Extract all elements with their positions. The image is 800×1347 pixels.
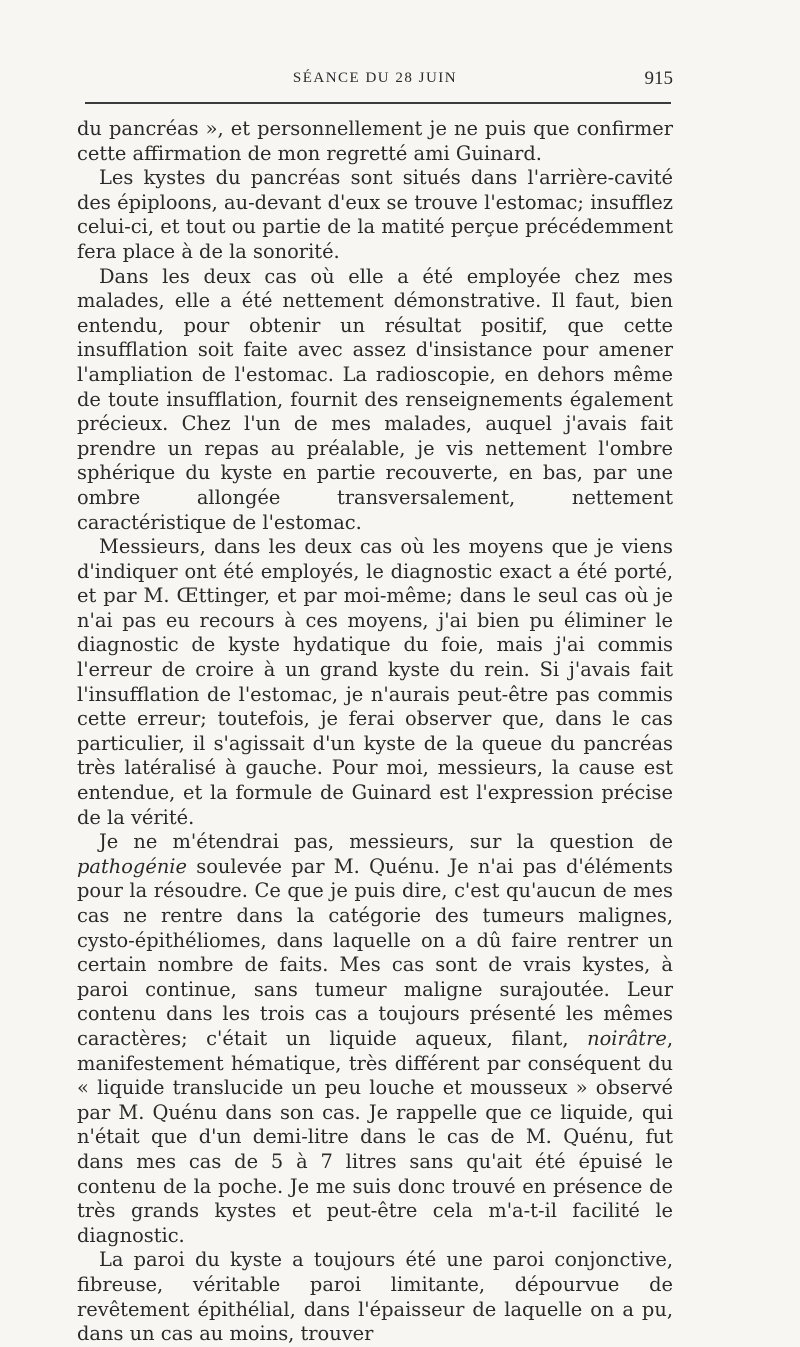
text-run: Messieurs, dans les deux cas où les moyens que je viens d'indiquer ont été employés, le diagnostic exact a été porté, et par M. Œttinger, et par moi-même; dans le seul cas où je n'ai pas eu recours à ces moyens, j'ai bien pu éliminer le diagnostic de kyste hydatique du foie, mais j'ai commis l'erreur de croire à un grand kyste du rein. Si j'avais fait l'insufflation de l'estomac, je n'aurais peut-être pas commis cette erreur; toutefois, je ferai observer que, dans le cas particulier, il s'agissait d'un kyste de la queue du pancréas très latéralisé à gauche. Pour moi, messieurs, la cause est entendue, et la formule de Guinard est l'expression précise de la vérité.	[77, 535, 673, 829]
header-rule	[85, 102, 671, 104]
text-run: Les kystes du pancréas sont situés dans l'arrière-cavité des épiploons, au-devant d'eux se trouve l'estomac; insufflez celui-ci, et tout ou partie de la matité perçue précédemment fera place à de la sonorité.	[77, 166, 673, 263]
paragraph	[77, 117, 673, 166]
paragraph	[77, 535, 673, 830]
paragraph	[77, 166, 673, 264]
paragraph	[77, 1248, 673, 1346]
text-run: du pancréas », et personnellement je ne puis que confirmer cette affirmation de mon regretté ami Guinard.	[77, 117, 673, 165]
italic-term: pathogénie	[77, 854, 187, 878]
text-run: Dans les deux cas où elle a été employée chez mes malades, elle a été nettement démonstrative. Il faut, bien entendu, pour obtenir un résultat positif, que cette insufflation soit faite avec assez d'insistance pour amener l'ampliation de l'estomac. La radioscopie, en dehors même de toute insufflation, fournit des renseignements également précieux. Chez l'un de mes malades, auquel j'avais fait prendre un repas au préalable, je vis nettement l'ombre sphérique du kyste en partie recouverte, en bas, par une ombre allongée transversalement, nettement caractéristique de l'estomac.	[77, 264, 673, 534]
text-run: , manifestement hématique, très différent par conséquent du « liquide translucide un peu louche et mousseux » observé par M. Quénu dans son cas. Je rappelle que ce liquide, qui n'était que d'un demi-litre dans le cas de M. Quénu, fut dans mes cas de 5 à 7 litres sans qu'ait été épuisé le contenu de la poche. Je me suis donc trouvé en présence de très grands kystes et peut-être cela m'a-t-il facilité le diagnostic.	[77, 1026, 673, 1247]
text-run: La paroi du kyste a toujours été une paroi conjonctive, fibreuse, véritable paroi limitante, dépourvue de revêtement épithélial, dans l'épaisseur de laquelle on a pu, dans un cas au moins, trouver	[77, 1248, 673, 1346]
paragraph	[77, 830, 673, 1248]
running-title: SÉANCE DU 28 JUIN	[292, 70, 458, 86]
book-page	[77, 64, 673, 1347]
paragraph	[77, 265, 673, 536]
running-header	[77, 64, 673, 94]
page-number: 915	[644, 68, 673, 89]
text-run: soulevée par M. Quénu. Je n'ai pas d'éléments pour la résoudre. Ce que je puis dire, c'est qu'aucun de mes cas ne rentre dans la catégorie des tumeurs malignes, cysto-épithéliomes, dans laquelle on a dû faire rentrer un certain nombre de faits. Mes cas sont de vrais kystes, à paroi continue, sans tumeur maligne surajoutée. Leur contenu dans les trois cas a toujours présenté les mêmes caractères; c'était un liquide aqueux, filant,	[77, 854, 673, 1050]
italic-term: noirâtre	[587, 1026, 667, 1050]
body-text	[77, 117, 673, 1347]
text-run: Je ne m'étendrai pas, messieurs, sur la question de	[99, 830, 673, 854]
